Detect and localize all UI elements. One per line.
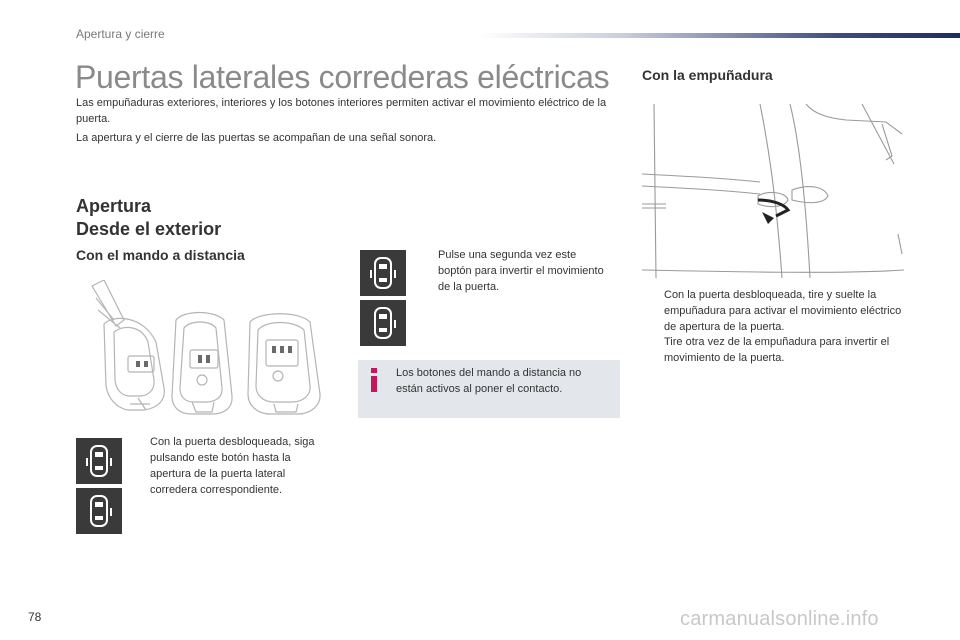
handle-step-1 — [642, 287, 904, 337]
info-text: Los botones del mando a distancia no están activos al poner el contacto. — [396, 367, 582, 395]
handle-step-1-text: Con la puerta desbloqueada, tire y suelte la empuñadura para activar el movimiento eléctrico de apertura de la puerta. — [664, 289, 902, 333]
sliding-door-button-icon-2 — [360, 250, 406, 296]
remote-key-fob-icon — [84, 280, 334, 420]
intro-paragraph-2: La apertura y el cierre de las puertas se acompañan de una señal sonora. — [76, 132, 437, 144]
heading-mando-distancia: Con el mando a distancia — [76, 247, 245, 263]
page-title: Puertas laterales correderas eléctricas — [75, 59, 610, 95]
handle-step-2-text: Tire otra vez de la empuñadura para invertir el movimiento de la puerta. — [664, 336, 890, 364]
sliding-door-button-icon-2-right — [360, 300, 406, 346]
remote-step-1 — [128, 434, 328, 504]
heading-empunadura: Con la empuñadura — [642, 67, 773, 83]
remote-step-2 — [416, 247, 606, 297]
sliding-door-button-icon — [76, 438, 122, 484]
sliding-door-button-icon-right — [76, 488, 122, 534]
car-door-handle-illustration — [642, 104, 904, 278]
intro-paragraph-1: Las empuñaduras exteriores, interiores y los botones interiores permiten activar el movimiento eléctrico de la puerta. — [76, 97, 607, 125]
watermark: carmanualsonline.info — [680, 608, 879, 630]
header-bar — [478, 33, 960, 38]
info-icon — [368, 368, 380, 392]
page-number: 78 — [28, 610, 42, 624]
remote-step-1-text: Con la puerta desbloqueada, siga pulsando este botón hasta la apertura de la puerta lateral corredera correspondiente. — [150, 436, 315, 496]
heading-apertura: Apertura — [76, 196, 152, 216]
heading-desde-exterior: Desde el exterior — [76, 219, 222, 239]
section-header: Apertura y cierre — [76, 27, 165, 41]
handle-step-2 — [642, 334, 904, 370]
remote-step-2-text: Pulse una segunda vez este boptón para invertir el movimiento de la puerta. — [438, 249, 604, 293]
